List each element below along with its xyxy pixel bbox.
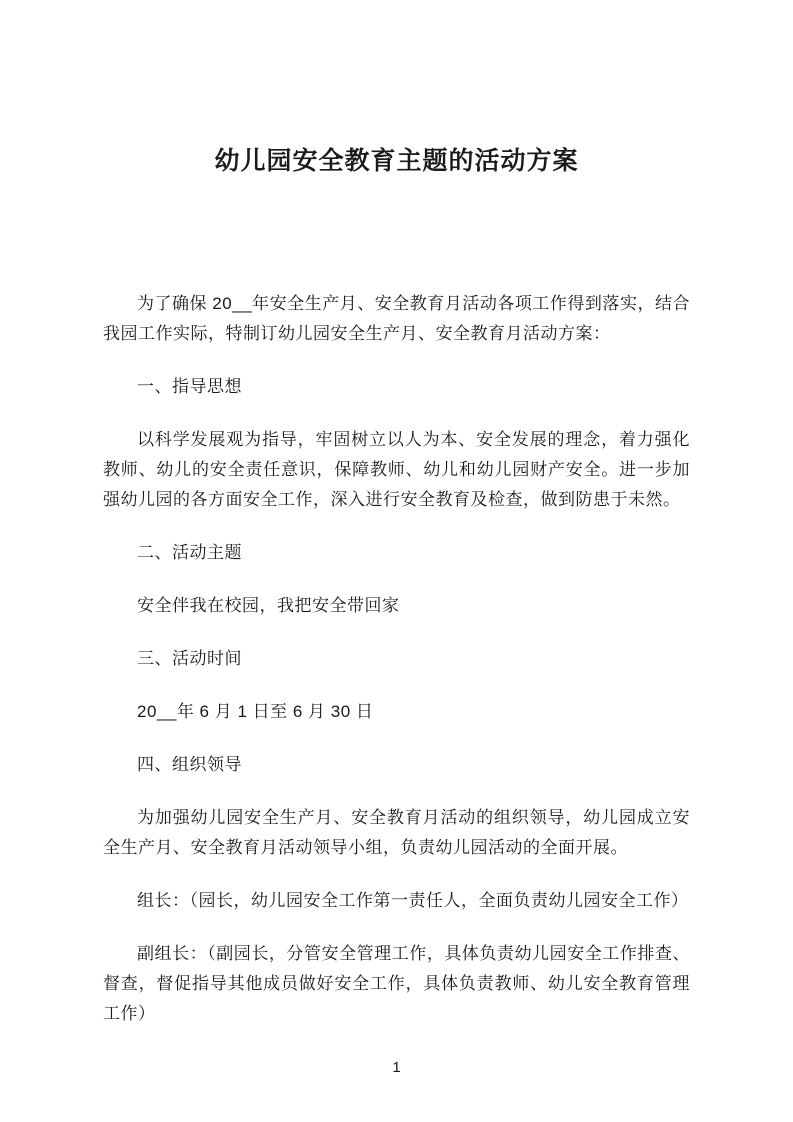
heading-1-guiding-ideology: 一、指导思想 <box>137 377 242 396</box>
paragraph-activity-theme: 安全伴我在校园，我把安全带回家 <box>137 596 400 615</box>
heading-3-activity-time: 三、活动时间 <box>137 649 242 668</box>
paragraph-group-leader: 组长：（园长，幼儿园安全工作第一责任人，全面负责幼儿园安全工作） <box>137 891 689 910</box>
page-number: 1 <box>392 1059 401 1076</box>
paragraph-guiding-ideology: 以科学发展观为指导，牢固树立以人为本、安全发展的理念，着力强化教师、幼儿的安全责任意识，保障教师、幼儿和幼儿园财产安全。进一步加强幼儿园的各方面安全工作，深入进行安全教育及检查，做到防患于未然。 <box>103 430 690 509</box>
document-title: 幼儿园安全教育主题的活动方案 <box>214 147 579 175</box>
paragraph-activity-time: 20__年 6 月 1 日至 6 月 30 日 <box>137 702 374 721</box>
heading-4-organization: 四、组织领导 <box>137 755 242 774</box>
paragraph-intro: 为了确保 20__年安全生产月、安全教育月活动各项工作得到落实，结合我园工作实际，特制订幼儿园安全生产月、安全教育月活动方案： <box>103 294 690 343</box>
paragraph-organization: 为加强幼儿园安全生产月、安全教育月活动的组织领导，幼儿园成立安全生产月、安全教育月活动领导小组，负责幼儿园活动的全面开展。 <box>103 808 690 857</box>
page-footer <box>0 1058 793 1078</box>
heading-2-activity-theme: 二、活动主题 <box>137 543 242 562</box>
paragraph-deputy-leader: 副组长：（副园长，分管安全管理工作，具体负责幼儿园安全工作排查、督查，督促指导其他成员做好安全工作，具体负责教师、幼儿安全教育管理工作） <box>103 944 690 1023</box>
